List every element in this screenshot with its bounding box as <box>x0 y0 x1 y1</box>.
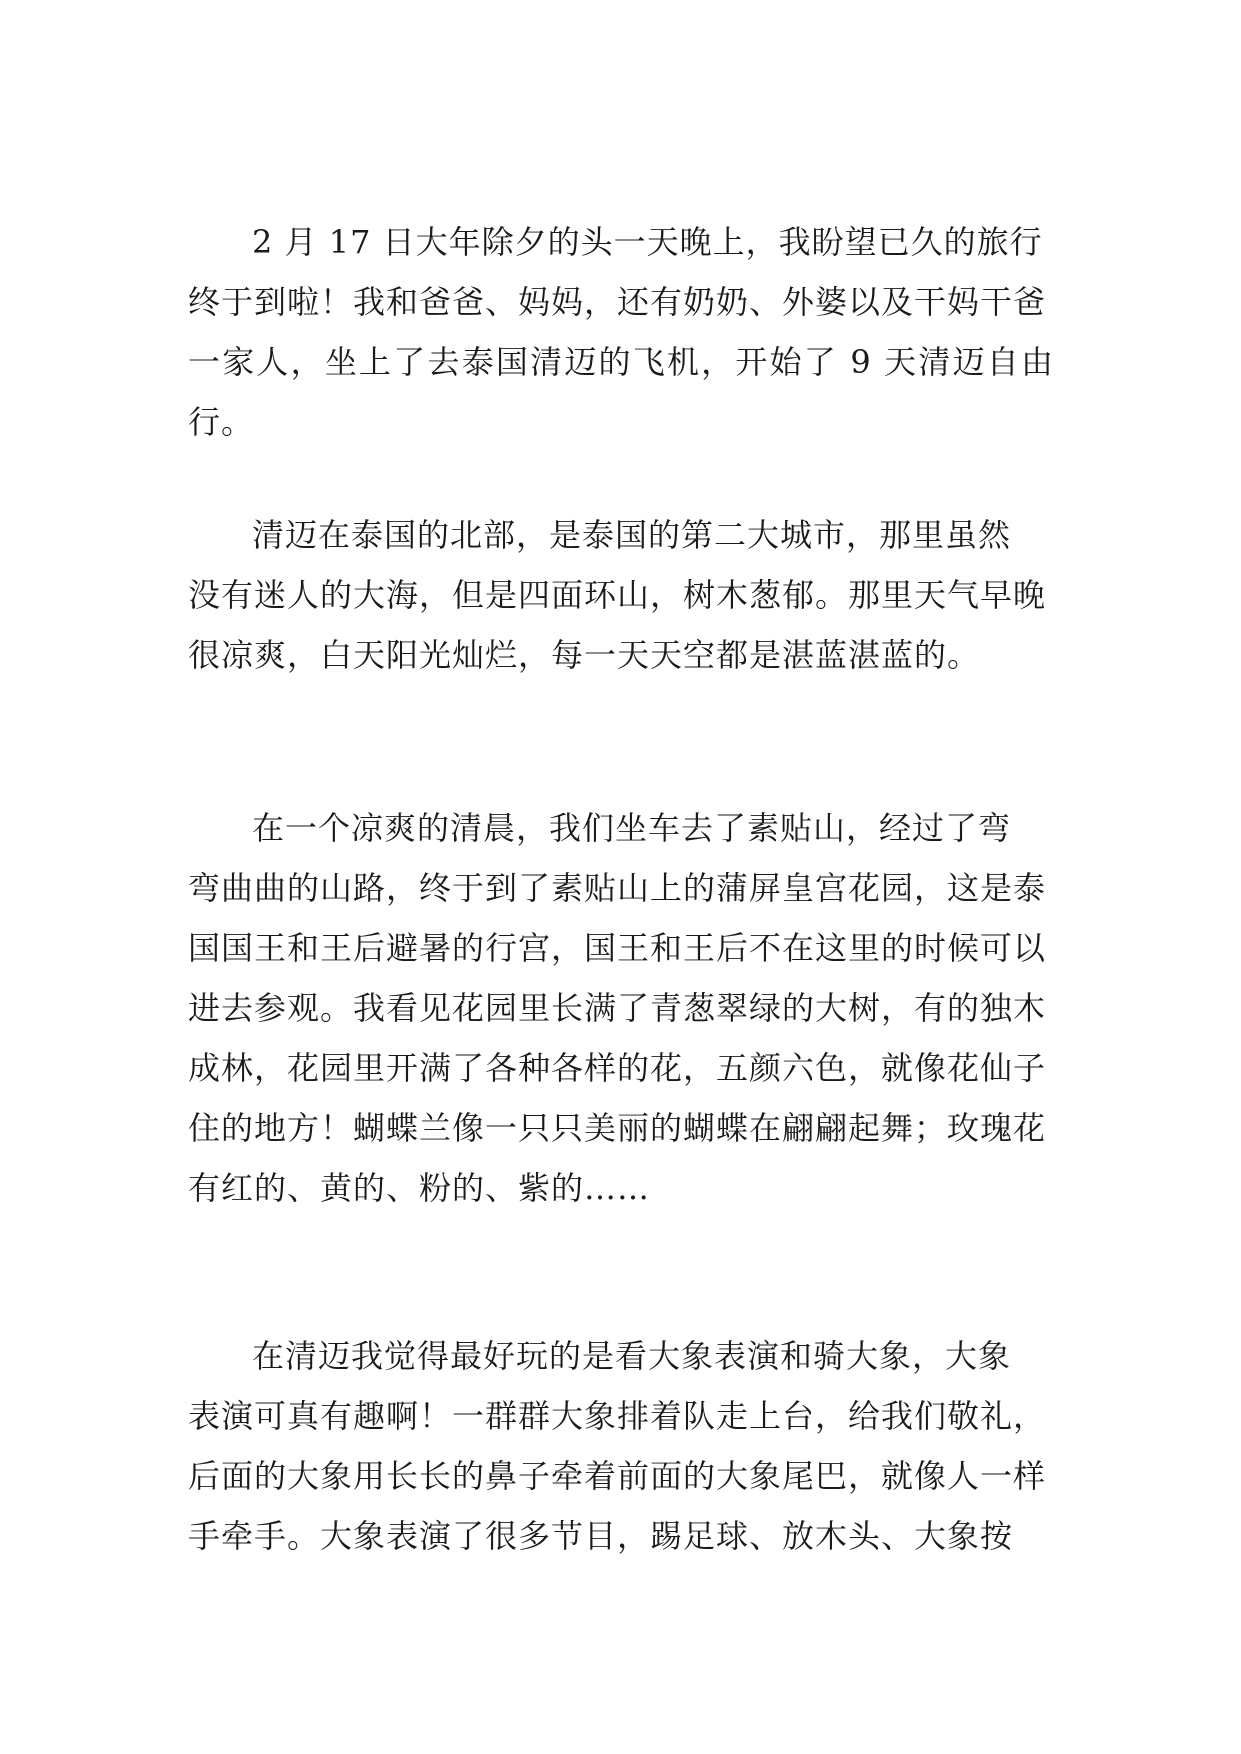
paragraph-palace-garden: 在一个凉爽的清晨，我们坐车去了素贴山，经过了弯 弯曲曲的山路，终于到了素贴山上的蒲屏皇宫花园，这是泰 国国王和王后避暑的行宫，国王和王后不在这里的时候可以 进去参观。我看见花园里长满了青葱翠绿的大树，有的独木 成林，花园里开满了各种各样的花，五颜六色，就像花仙子 住的地方！蝴蝶兰像一只只美丽的蝴蝶在翩翩起舞；玫瑰花 有红的、黄的、粉的、紫的…… <box>188 809 1047 1207</box>
paragraph-travel-start: 2 月 17 日大年除夕的头一天晚上，我盼望已久的旅行 终于到啦！我和爸爸、妈妈，还有奶奶、外婆以及干妈干爸 一家人，坐上了去泰国清迈的飞机，开始了 9 天清迈自由行。 <box>188 223 1054 441</box>
paragraph-elephant-show: 在清迈我觉得最好玩的是看大象表演和骑大象，大象 表演可真有趣啊！一群群大象排着队走上台，给我们敬礼， 后面的大象用长长的鼻子牵着前面的大象尾巴，就像人一样 手牵手。大象表演了很多节目，踢足球、放木头、大象按 <box>188 1337 1047 1555</box>
paragraph-chiang-mai-description: 清迈在泰国的北部，是泰国的第二大城市，那里虽然 没有迷人的大海，但是四面环山，树木葱郁。那里天气早晚 很凉爽，白天阳光灿烂，每一天天空都是湛蓝湛蓝的。 <box>188 516 1047 674</box>
